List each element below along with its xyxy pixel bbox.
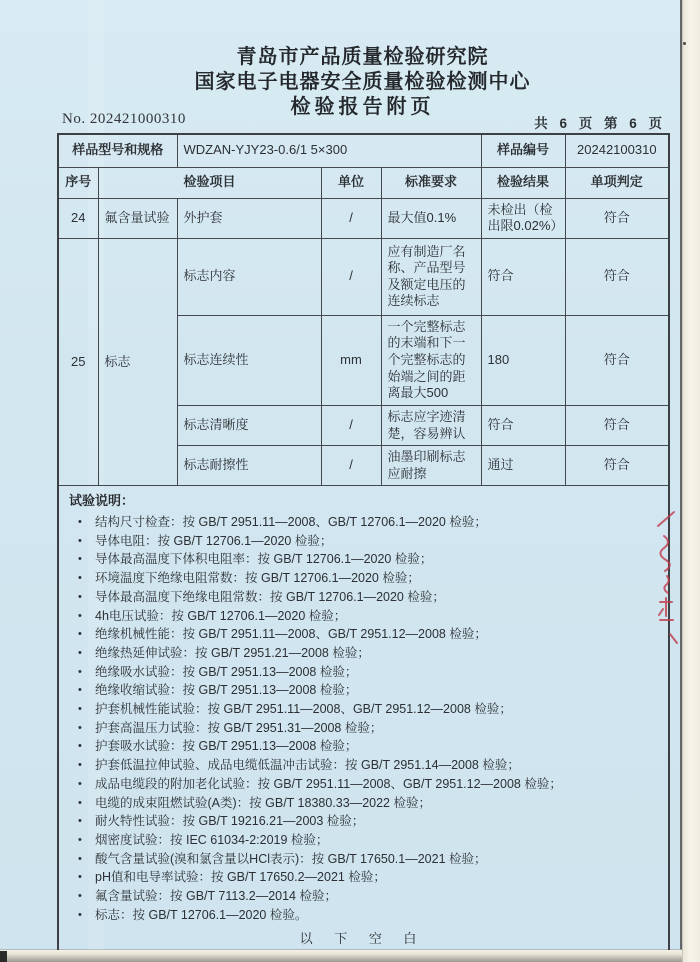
note-line bbox=[69, 887, 656, 906]
col-header-item: 检验项目 bbox=[98, 167, 321, 198]
bullet-icon: • bbox=[78, 890, 82, 903]
scan-corner-mark bbox=[0, 951, 7, 962]
note-text: 结构尺寸检查：按 GB/T 2951.11—2008、GB/T 12706.1—2020 检验； bbox=[95, 515, 487, 529]
row24-unit: / bbox=[321, 198, 381, 238]
note-line bbox=[69, 569, 656, 588]
bullet-icon: • bbox=[78, 908, 82, 921]
note-line bbox=[69, 607, 656, 626]
note-text: 4h电压试验：按 GB/T 12706.1—2020 检验； bbox=[95, 608, 347, 623]
note-text: 护套吸水试验：按 GB/T 2951.13—2008 检验； bbox=[95, 739, 358, 754]
bullet-icon: • bbox=[78, 703, 82, 716]
col-header-no: 序号 bbox=[58, 167, 98, 198]
bullet-icon: • bbox=[78, 871, 82, 884]
note-line bbox=[69, 719, 656, 738]
row25c-result: 符合 bbox=[481, 405, 565, 445]
note-line bbox=[69, 644, 656, 663]
report-number: No. 202421000310 bbox=[62, 111, 186, 127]
bullet-icon: • bbox=[78, 833, 82, 846]
bullet-icon: • bbox=[78, 721, 82, 734]
sample-info-row bbox=[58, 134, 669, 167]
row24-sub-item: 外护套 bbox=[177, 198, 321, 238]
row25c-judgement: 符合 bbox=[565, 405, 669, 445]
bullet-icon: • bbox=[78, 684, 82, 697]
col-header-result: 检验结果 bbox=[481, 167, 565, 198]
notes-title: 试验说明： bbox=[69, 493, 135, 509]
note-line bbox=[69, 663, 656, 682]
bullet-icon: • bbox=[78, 646, 82, 659]
note-text: 绝缘收缩试验：按 GB/T 2951.13—2008 检验； bbox=[95, 683, 358, 698]
note-text: 氟含量试验：按 GB/T 7113.2—2014 检验； bbox=[95, 889, 337, 904]
row25b-sub-item: 标志连续性 bbox=[177, 315, 321, 405]
row25b-requirement: 一个完整标志的末端和下一个完整标志的始端之间的距离最大500 bbox=[381, 315, 481, 405]
bullet-icon: • bbox=[78, 759, 82, 772]
row25d-unit: / bbox=[321, 446, 381, 486]
center-title: 国家电子电器安全质量检验检测中心 bbox=[194, 71, 531, 93]
row25d-requirement: 油墨印刷标志应耐擦 bbox=[381, 446, 481, 486]
note-line bbox=[69, 756, 656, 775]
model-value: WDZAN-YJY23-0.6/1 5×300 bbox=[177, 134, 481, 167]
note-line bbox=[69, 681, 656, 700]
table-header-row bbox=[58, 167, 669, 198]
note-text: 导体电阻：按 GB/T 12706.1—2020 检验； bbox=[95, 533, 333, 548]
note-text: 酸气含量试验(溴和氯含量以HCl表示)：按 GB/T 17650.1—2021 检验； bbox=[95, 851, 487, 866]
scanner-edge-bottom bbox=[0, 950, 682, 962]
note-line bbox=[69, 812, 656, 831]
table-row-24 bbox=[58, 198, 669, 238]
note-text: 环境温度下绝缘电阻常数：按 GB/T 12706.1—2020 检验； bbox=[95, 571, 420, 586]
row25-item: 标志 bbox=[98, 238, 177, 486]
bullet-icon: • bbox=[78, 553, 82, 566]
note-line bbox=[69, 794, 656, 813]
blank-below-note: 以 下 空 白 bbox=[299, 931, 426, 947]
note-line bbox=[69, 831, 656, 850]
row25a-sub-item: 标志内容 bbox=[177, 238, 321, 315]
institute-title: 青岛市产品质量检验研究院 bbox=[236, 46, 489, 68]
note-text: 标志：按 GB/T 12706.1—2020 检验。 bbox=[95, 907, 308, 922]
note-text: 绝缘机械性能：按 GB/T 2951.11—2008、GB/T 2951.12—2008 检验； bbox=[95, 627, 487, 642]
bullet-icon: • bbox=[78, 609, 82, 622]
bullet-icon: • bbox=[78, 665, 82, 678]
page-count: 共 6 页 第 6 页 bbox=[534, 116, 666, 131]
bullet-icon: • bbox=[78, 628, 82, 641]
note-text: pH值和电导率试验：按 GB/T 17650.2—2021 检验； bbox=[95, 870, 386, 885]
row24-judgement: 符合 bbox=[565, 198, 669, 238]
note-line bbox=[69, 775, 656, 794]
col-header-req: 标准要求 bbox=[381, 167, 481, 198]
notes-row bbox=[58, 486, 669, 953]
note-text: 绝缘吸水试验：按 GB/T 2951.13—2008 检验； bbox=[95, 664, 358, 679]
note-text: 护套低温拉伸试验、成品电缆低温冲击试验：按 GB/T 2951.14—2008 检验； bbox=[95, 758, 520, 773]
note-text: 导体最高温度下绝缘电阻常数：按 GB/T 12706.1—2020 检验； bbox=[95, 589, 445, 604]
row25b-result: 180 bbox=[481, 315, 565, 405]
bullet-icon: • bbox=[78, 740, 82, 753]
note-line bbox=[69, 906, 656, 925]
bullet-icon: • bbox=[78, 796, 82, 809]
red-margin-annotation bbox=[646, 506, 680, 656]
scan-speck bbox=[683, 42, 686, 45]
note-line bbox=[69, 868, 656, 887]
row25b-judgement: 符合 bbox=[565, 315, 669, 405]
note-text: 电缆的成束阻燃试验(A类)：按 GB/T 18380.33—2022 检验； bbox=[95, 795, 431, 810]
row25c-requirement: 标志应字迹清楚，容易辨认 bbox=[381, 405, 481, 445]
row24-item: 氟含量试验 bbox=[98, 198, 177, 238]
row24-requirement: 最大值0.1% bbox=[381, 198, 481, 238]
note-line bbox=[69, 532, 656, 551]
notes-list bbox=[69, 513, 656, 924]
row25d-result: 通过 bbox=[481, 446, 565, 486]
note-text: 成品电缆段的附加老化试验：按 GB/T 2951.11—2008、GB/T 2951.12—2008 检验； bbox=[95, 776, 562, 791]
row25-no: 25 bbox=[58, 238, 98, 486]
row25d-judgement: 符合 bbox=[565, 446, 669, 486]
note-line bbox=[69, 850, 656, 869]
note-text: 导体最高温度下体积电阻率：按 GB/T 12706.1—2020 检验； bbox=[95, 552, 433, 567]
row25a-unit: / bbox=[321, 238, 381, 315]
col-header-judge: 单项判定 bbox=[565, 167, 669, 198]
bullet-icon: • bbox=[78, 534, 82, 547]
bullet-icon: • bbox=[78, 777, 82, 790]
row25c-sub-item: 标志清晰度 bbox=[177, 405, 321, 445]
note-text: 护套机械性能试验：按 GB/T 2951.11—2008、GB/T 2951.12—2008 检验； bbox=[95, 702, 512, 717]
bullet-icon: • bbox=[78, 815, 82, 828]
table-row-25a bbox=[58, 238, 669, 315]
row24-no: 24 bbox=[58, 198, 98, 238]
scanner-edge-right bbox=[682, 0, 700, 962]
bullet-icon: • bbox=[78, 590, 82, 603]
sample-no-label: 样品编号 bbox=[481, 134, 565, 167]
bullet-icon: • bbox=[78, 852, 82, 865]
model-label: 样品型号和规格 bbox=[58, 134, 177, 167]
row25a-judgement: 符合 bbox=[565, 238, 669, 315]
note-line bbox=[69, 737, 656, 756]
note-text: 绝缘热延伸试验：按 GB/T 2951.21—2008 检验； bbox=[95, 645, 370, 660]
row25a-requirement: 应有制造厂名称、产品型号及额定电压的连续标志 bbox=[381, 238, 481, 315]
note-line bbox=[69, 513, 656, 532]
row25c-unit: / bbox=[321, 405, 381, 445]
row25b-unit: mm bbox=[321, 315, 381, 405]
note-line bbox=[69, 588, 656, 607]
note-text: 护套高温压力试验：按 GB/T 2951.31—2008 检验； bbox=[95, 720, 383, 735]
bullet-icon: • bbox=[78, 516, 82, 528]
inspection-table bbox=[57, 133, 670, 954]
note-line bbox=[69, 625, 656, 644]
row25a-result: 符合 bbox=[481, 238, 565, 315]
notes-cell bbox=[58, 486, 669, 953]
note-text: 耐火特性试验：按 GB/T 19216.21—2003 检验； bbox=[95, 814, 365, 829]
note-text: 烟密度试验：按 IEC 61034-2:2019 检验； bbox=[95, 832, 329, 847]
note-line bbox=[69, 550, 656, 569]
bullet-icon: • bbox=[78, 572, 82, 585]
sample-no-value: 20242100310 bbox=[565, 134, 669, 167]
meta-row bbox=[57, 111, 668, 131]
col-header-unit: 单位 bbox=[321, 167, 381, 198]
row24-result: 未检出（检出限0.02%） bbox=[481, 198, 565, 238]
report-page-title: 检验报告附页 bbox=[290, 96, 435, 118]
note-line bbox=[69, 700, 656, 719]
row25d-sub-item: 标志耐擦性 bbox=[177, 446, 321, 486]
